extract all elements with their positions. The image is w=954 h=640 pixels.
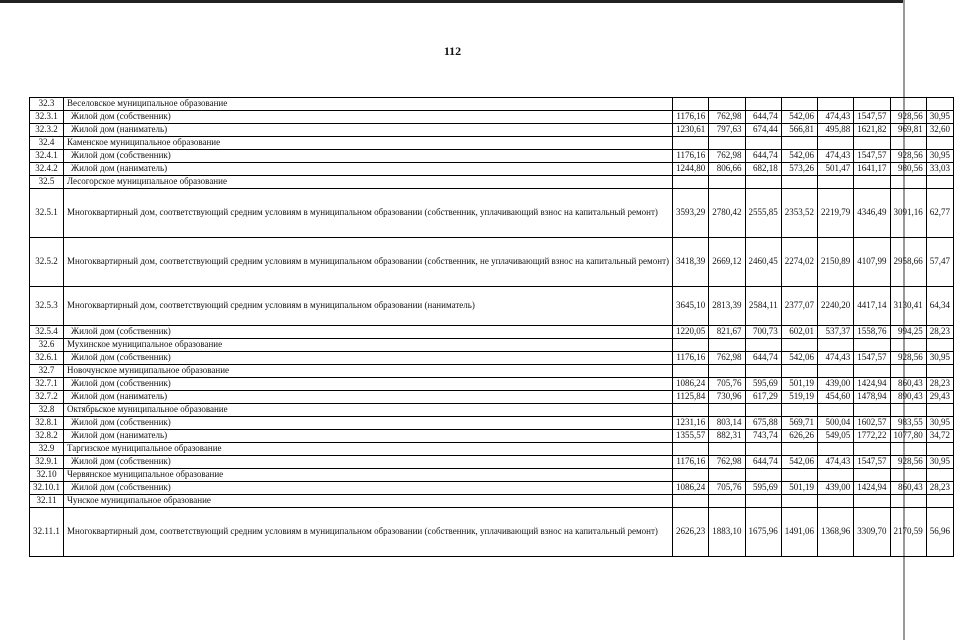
value-cell: 64,34 bbox=[926, 287, 953, 326]
value-cell: 566,81 bbox=[781, 124, 817, 137]
section-row bbox=[30, 469, 954, 482]
empty-cell bbox=[926, 404, 953, 417]
row-code: 32.9.1 bbox=[30, 456, 64, 469]
empty-cell bbox=[890, 98, 926, 111]
value-cell: 1176,16 bbox=[673, 456, 709, 469]
row-code: 32.9 bbox=[30, 443, 64, 456]
row-description: Жилой дом (собственник) bbox=[64, 482, 673, 495]
value-cell: 860,43 bbox=[890, 378, 926, 391]
value-cell: 762,98 bbox=[709, 456, 745, 469]
page-number: 112 bbox=[443, 44, 462, 58]
value-cell: 3418,39 bbox=[673, 238, 709, 287]
value-cell: 1675,96 bbox=[745, 508, 781, 557]
value-cell: 806,66 bbox=[709, 163, 745, 176]
empty-cell bbox=[673, 98, 709, 111]
empty-cell bbox=[673, 137, 709, 150]
value-cell: 474,43 bbox=[818, 456, 854, 469]
table-row bbox=[30, 430, 954, 443]
value-cell: 1424,94 bbox=[854, 378, 890, 391]
row-code: 32.8 bbox=[30, 404, 64, 417]
table-row bbox=[30, 482, 954, 495]
empty-cell bbox=[926, 365, 953, 378]
value-cell: 644,74 bbox=[745, 456, 781, 469]
row-code: 32.10 bbox=[30, 469, 64, 482]
value-cell: 644,74 bbox=[745, 352, 781, 365]
table-row bbox=[30, 124, 954, 137]
empty-cell bbox=[709, 443, 745, 456]
value-cell: 2669,12 bbox=[709, 238, 745, 287]
table-row bbox=[30, 326, 954, 339]
value-cell: 542,06 bbox=[781, 352, 817, 365]
value-cell: 439,00 bbox=[818, 482, 854, 495]
value-cell: 2353,52 bbox=[781, 189, 817, 238]
section-name: Лесогорское муниципальное образование bbox=[64, 176, 673, 189]
value-cell: 56,96 bbox=[926, 508, 953, 557]
value-cell: 595,69 bbox=[745, 482, 781, 495]
value-cell: 439,00 bbox=[818, 378, 854, 391]
value-cell: 1230,61 bbox=[673, 124, 709, 137]
value-cell: 2150,89 bbox=[818, 238, 854, 287]
empty-cell bbox=[781, 469, 817, 482]
value-cell: 1478,94 bbox=[854, 391, 890, 404]
value-cell: 57,47 bbox=[926, 238, 953, 287]
value-cell: 1176,16 bbox=[673, 352, 709, 365]
value-cell: 675,88 bbox=[745, 417, 781, 430]
value-cell: 519,19 bbox=[781, 391, 817, 404]
empty-cell bbox=[926, 495, 953, 508]
empty-cell bbox=[818, 404, 854, 417]
value-cell: 797,63 bbox=[709, 124, 745, 137]
row-code: 32.4 bbox=[30, 137, 64, 150]
empty-cell bbox=[781, 495, 817, 508]
empty-cell bbox=[745, 469, 781, 482]
value-cell: 1077,80 bbox=[890, 430, 926, 443]
value-cell: 537,37 bbox=[818, 326, 854, 339]
value-cell: 3309,70 bbox=[854, 508, 890, 557]
row-description: Жилой дом (собственник) bbox=[64, 378, 673, 391]
value-cell: 62,77 bbox=[926, 189, 953, 238]
value-cell: 602,01 bbox=[781, 326, 817, 339]
row-description: Жилой дом (наниматель) bbox=[64, 430, 673, 443]
value-cell: 890,43 bbox=[890, 391, 926, 404]
value-cell: 928,56 bbox=[890, 111, 926, 124]
empty-cell bbox=[926, 443, 953, 456]
value-cell: 34,72 bbox=[926, 430, 953, 443]
row-description: Жилой дом (собственник) bbox=[64, 417, 673, 430]
page-top-border bbox=[0, 0, 905, 3]
value-cell: 1424,94 bbox=[854, 482, 890, 495]
table-row bbox=[30, 111, 954, 124]
value-cell: 1621,82 bbox=[854, 124, 890, 137]
table-row bbox=[30, 163, 954, 176]
value-cell: 1086,24 bbox=[673, 482, 709, 495]
row-code: 32.7.2 bbox=[30, 391, 64, 404]
value-cell: 474,43 bbox=[818, 111, 854, 124]
row-description: Многоквартирный дом, соответствующий средним условиям в муниципальном образовании (наниматель) bbox=[64, 287, 673, 326]
empty-cell bbox=[890, 404, 926, 417]
empty-cell bbox=[890, 495, 926, 508]
value-cell: 1547,57 bbox=[854, 150, 890, 163]
value-cell: 454,60 bbox=[818, 391, 854, 404]
row-code: 32.6 bbox=[30, 339, 64, 352]
value-cell: 542,06 bbox=[781, 150, 817, 163]
value-cell: 2460,45 bbox=[745, 238, 781, 287]
row-code: 32.6.1 bbox=[30, 352, 64, 365]
value-cell: 2958,66 bbox=[890, 238, 926, 287]
value-cell: 30,95 bbox=[926, 352, 953, 365]
empty-cell bbox=[854, 443, 890, 456]
section-row bbox=[30, 339, 954, 352]
value-cell: 2626,23 bbox=[673, 508, 709, 557]
value-cell: 928,56 bbox=[890, 352, 926, 365]
section-name: Веселовское муниципальное образование bbox=[64, 98, 673, 111]
value-cell: 1547,57 bbox=[854, 352, 890, 365]
value-cell: 1231,16 bbox=[673, 417, 709, 430]
empty-cell bbox=[926, 339, 953, 352]
value-cell: 595,69 bbox=[745, 378, 781, 391]
row-description: Жилой дом (наниматель) bbox=[64, 391, 673, 404]
value-cell: 501,19 bbox=[781, 378, 817, 391]
value-cell: 762,98 bbox=[709, 352, 745, 365]
empty-cell bbox=[818, 176, 854, 189]
empty-cell bbox=[890, 365, 926, 378]
value-cell: 3645,10 bbox=[673, 287, 709, 326]
tariff-table-body bbox=[30, 98, 954, 557]
value-cell: 30,95 bbox=[926, 111, 953, 124]
empty-cell bbox=[673, 339, 709, 352]
empty-cell bbox=[818, 495, 854, 508]
value-cell: 474,43 bbox=[818, 150, 854, 163]
section-row bbox=[30, 137, 954, 150]
section-name: Октябрьское муниципальное образование bbox=[64, 404, 673, 417]
empty-cell bbox=[781, 404, 817, 417]
row-code: 32.5.1 bbox=[30, 189, 64, 238]
empty-cell bbox=[745, 339, 781, 352]
value-cell: 730,96 bbox=[709, 391, 745, 404]
value-cell: 1244,80 bbox=[673, 163, 709, 176]
value-cell: 617,29 bbox=[745, 391, 781, 404]
value-cell: 4107,99 bbox=[854, 238, 890, 287]
table-row bbox=[30, 287, 954, 326]
empty-cell bbox=[745, 98, 781, 111]
value-cell: 2219,79 bbox=[818, 189, 854, 238]
section-name: Червянское муниципальное образование bbox=[64, 469, 673, 482]
row-description: Жилой дом (наниматель) bbox=[64, 124, 673, 137]
empty-cell bbox=[745, 443, 781, 456]
empty-cell bbox=[890, 469, 926, 482]
row-code: 32.5.2 bbox=[30, 238, 64, 287]
row-description: Жилой дом (собственник) bbox=[64, 111, 673, 124]
row-description: Многоквартирный дом, соответствующий средним условиям в муниципальном образовании (собственник, не уплачивающий взнос на капитальный ремонт) bbox=[64, 238, 673, 287]
value-cell: 1220,05 bbox=[673, 326, 709, 339]
empty-cell bbox=[745, 176, 781, 189]
value-cell: 4417,14 bbox=[854, 287, 890, 326]
empty-cell bbox=[709, 495, 745, 508]
value-cell: 2240,20 bbox=[818, 287, 854, 326]
row-code: 32.7.1 bbox=[30, 378, 64, 391]
value-cell: 1558,76 bbox=[854, 326, 890, 339]
section-name: Таргизское муниципальное образование bbox=[64, 443, 673, 456]
row-description: Жилой дом (собственник) bbox=[64, 150, 673, 163]
section-name: Чунское муниципальное образование bbox=[64, 495, 673, 508]
value-cell: 1125,84 bbox=[673, 391, 709, 404]
value-cell: 1355,57 bbox=[673, 430, 709, 443]
empty-cell bbox=[709, 98, 745, 111]
value-cell: 682,18 bbox=[745, 163, 781, 176]
empty-cell bbox=[854, 365, 890, 378]
value-cell: 501,47 bbox=[818, 163, 854, 176]
empty-cell bbox=[890, 339, 926, 352]
value-cell: 762,98 bbox=[709, 150, 745, 163]
value-cell: 1772,22 bbox=[854, 430, 890, 443]
empty-cell bbox=[709, 469, 745, 482]
value-cell: 1086,24 bbox=[673, 378, 709, 391]
empty-cell bbox=[854, 469, 890, 482]
empty-cell bbox=[745, 495, 781, 508]
value-cell: 2555,85 bbox=[745, 189, 781, 238]
empty-cell bbox=[673, 443, 709, 456]
value-cell: 1491,06 bbox=[781, 508, 817, 557]
empty-cell bbox=[818, 339, 854, 352]
value-cell: 2274,02 bbox=[781, 238, 817, 287]
value-cell: 700,73 bbox=[745, 326, 781, 339]
empty-cell bbox=[926, 469, 953, 482]
value-cell: 500,04 bbox=[818, 417, 854, 430]
value-cell: 32,60 bbox=[926, 124, 953, 137]
value-cell: 3130,41 bbox=[890, 287, 926, 326]
empty-cell bbox=[818, 98, 854, 111]
empty-cell bbox=[854, 339, 890, 352]
empty-cell bbox=[709, 137, 745, 150]
empty-cell bbox=[745, 404, 781, 417]
value-cell: 3593,29 bbox=[673, 189, 709, 238]
value-cell: 860,43 bbox=[890, 482, 926, 495]
row-code: 32.5 bbox=[30, 176, 64, 189]
empty-cell bbox=[781, 365, 817, 378]
value-cell: 2377,07 bbox=[781, 287, 817, 326]
row-code: 32.8.1 bbox=[30, 417, 64, 430]
empty-cell bbox=[781, 339, 817, 352]
empty-cell bbox=[818, 469, 854, 482]
value-cell: 1602,57 bbox=[854, 417, 890, 430]
empty-cell bbox=[818, 443, 854, 456]
empty-cell bbox=[673, 365, 709, 378]
empty-cell bbox=[854, 404, 890, 417]
empty-cell bbox=[890, 176, 926, 189]
table-row bbox=[30, 456, 954, 469]
row-description: Многоквартирный дом, соответствующий средним условиям в муниципальном образовании (собственник, уплачивающий взнос на капитальный ремонт) bbox=[64, 508, 673, 557]
value-cell: 30,95 bbox=[926, 150, 953, 163]
value-cell: 28,23 bbox=[926, 326, 953, 339]
table-row bbox=[30, 352, 954, 365]
empty-cell bbox=[781, 137, 817, 150]
value-cell: 30,95 bbox=[926, 456, 953, 469]
value-cell: 928,56 bbox=[890, 150, 926, 163]
row-code: 32.11 bbox=[30, 495, 64, 508]
value-cell: 573,26 bbox=[781, 163, 817, 176]
empty-cell bbox=[890, 137, 926, 150]
empty-cell bbox=[745, 365, 781, 378]
row-code: 32.3 bbox=[30, 98, 64, 111]
empty-cell bbox=[745, 137, 781, 150]
value-cell: 983,55 bbox=[890, 417, 926, 430]
row-description: Жилой дом (наниматель) bbox=[64, 163, 673, 176]
section-row bbox=[30, 404, 954, 417]
section-row bbox=[30, 443, 954, 456]
table-row bbox=[30, 391, 954, 404]
value-cell: 762,98 bbox=[709, 111, 745, 124]
section-row bbox=[30, 176, 954, 189]
value-cell: 1547,57 bbox=[854, 456, 890, 469]
section-row bbox=[30, 365, 954, 378]
value-cell: 495,88 bbox=[818, 124, 854, 137]
empty-cell bbox=[854, 98, 890, 111]
value-cell: 705,76 bbox=[709, 482, 745, 495]
row-description: Жилой дом (собственник) bbox=[64, 456, 673, 469]
value-cell: 29,43 bbox=[926, 391, 953, 404]
table-row bbox=[30, 189, 954, 238]
value-cell: 542,06 bbox=[781, 111, 817, 124]
value-cell: 28,23 bbox=[926, 378, 953, 391]
value-cell: 994,25 bbox=[890, 326, 926, 339]
value-cell: 3091,16 bbox=[890, 189, 926, 238]
empty-cell bbox=[709, 365, 745, 378]
row-code: 32.4.2 bbox=[30, 163, 64, 176]
value-cell: 1641,17 bbox=[854, 163, 890, 176]
value-cell: 2780,42 bbox=[709, 189, 745, 238]
value-cell: 626,26 bbox=[781, 430, 817, 443]
row-description: Жилой дом (собственник) bbox=[64, 352, 673, 365]
value-cell: 569,71 bbox=[781, 417, 817, 430]
value-cell: 1368,96 bbox=[818, 508, 854, 557]
table-row bbox=[30, 508, 954, 557]
value-cell: 1176,16 bbox=[673, 111, 709, 124]
value-cell: 928,56 bbox=[890, 456, 926, 469]
value-cell: 542,06 bbox=[781, 456, 817, 469]
empty-cell bbox=[818, 365, 854, 378]
value-cell: 501,19 bbox=[781, 482, 817, 495]
value-cell: 549,05 bbox=[818, 430, 854, 443]
section-name: Мухинское муниципальное образование bbox=[64, 339, 673, 352]
row-code: 32.3.1 bbox=[30, 111, 64, 124]
empty-cell bbox=[781, 176, 817, 189]
value-cell: 743,74 bbox=[745, 430, 781, 443]
section-name: Новочунское муниципальное образование bbox=[64, 365, 673, 378]
row-code: 32.5.3 bbox=[30, 287, 64, 326]
row-code: 32.10.1 bbox=[30, 482, 64, 495]
empty-cell bbox=[926, 176, 953, 189]
empty-cell bbox=[926, 137, 953, 150]
row-code: 32.4.1 bbox=[30, 150, 64, 163]
empty-cell bbox=[854, 176, 890, 189]
row-code: 32.7 bbox=[30, 365, 64, 378]
value-cell: 1547,57 bbox=[854, 111, 890, 124]
value-cell: 2584,11 bbox=[745, 287, 781, 326]
empty-cell bbox=[781, 443, 817, 456]
table-row bbox=[30, 150, 954, 163]
value-cell: 644,74 bbox=[745, 111, 781, 124]
empty-cell bbox=[709, 404, 745, 417]
value-cell: 644,74 bbox=[745, 150, 781, 163]
value-cell: 2813,39 bbox=[709, 287, 745, 326]
row-code: 32.5.4 bbox=[30, 326, 64, 339]
value-cell: 882,31 bbox=[709, 430, 745, 443]
empty-cell bbox=[854, 495, 890, 508]
value-cell: 821,67 bbox=[709, 326, 745, 339]
empty-cell bbox=[781, 98, 817, 111]
value-cell: 803,14 bbox=[709, 417, 745, 430]
value-cell: 980,56 bbox=[890, 163, 926, 176]
value-cell: 28,23 bbox=[926, 482, 953, 495]
empty-cell bbox=[673, 469, 709, 482]
section-row bbox=[30, 98, 954, 111]
table-row bbox=[30, 378, 954, 391]
empty-cell bbox=[818, 137, 854, 150]
table-row bbox=[30, 417, 954, 430]
row-description: Жилой дом (собственник) bbox=[64, 326, 673, 339]
value-cell: 969,81 bbox=[890, 124, 926, 137]
row-description: Многоквартирный дом, соответствующий средним условиям в муниципальном образовании (собственник, уплачивающий взнос на капитальный ремонт) bbox=[64, 189, 673, 238]
row-code: 32.11.1 bbox=[30, 508, 64, 557]
value-cell: 33,03 bbox=[926, 163, 953, 176]
row-code: 32.3.2 bbox=[30, 124, 64, 137]
tariff-table bbox=[29, 97, 954, 557]
empty-cell bbox=[926, 98, 953, 111]
section-row bbox=[30, 495, 954, 508]
value-cell: 1883,10 bbox=[709, 508, 745, 557]
value-cell: 1176,16 bbox=[673, 150, 709, 163]
value-cell: 674,44 bbox=[745, 124, 781, 137]
empty-cell bbox=[673, 404, 709, 417]
row-code: 32.8.2 bbox=[30, 430, 64, 443]
empty-cell bbox=[673, 176, 709, 189]
section-name: Каменское муниципальное образование bbox=[64, 137, 673, 150]
empty-cell bbox=[709, 176, 745, 189]
empty-cell bbox=[854, 137, 890, 150]
value-cell: 4346,49 bbox=[854, 189, 890, 238]
empty-cell bbox=[709, 339, 745, 352]
value-cell: 705,76 bbox=[709, 378, 745, 391]
value-cell: 30,95 bbox=[926, 417, 953, 430]
empty-cell bbox=[890, 443, 926, 456]
value-cell: 474,43 bbox=[818, 352, 854, 365]
value-cell: 2170,59 bbox=[890, 508, 926, 557]
table-row bbox=[30, 238, 954, 287]
empty-cell bbox=[673, 495, 709, 508]
